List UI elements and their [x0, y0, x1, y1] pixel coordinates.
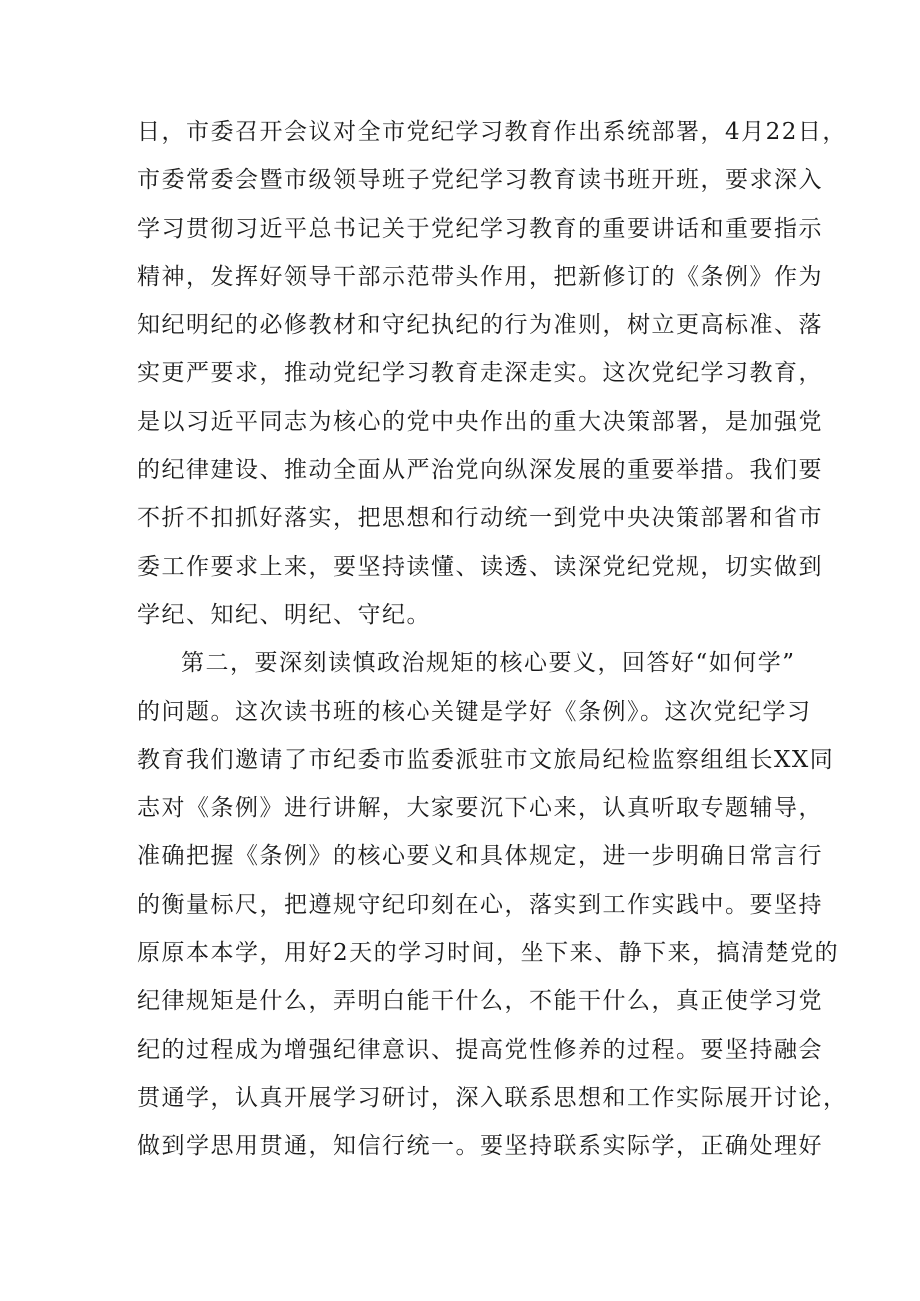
text-line: 精神，发挥好领导干部示范带头作用，把新修订的《条例》作为 [137, 263, 823, 290]
text-line: 是以习近平同志为核心的党中央作出的重大决策部署，是加强党 [137, 408, 823, 435]
text-line: 做到学思用贯通，知信行统一。要坚持联系实际学，正确处理好 [137, 1133, 823, 1160]
text-line: 贯通学，认真开展学习研讨，深入联系思想和工作实际展开讨论， [137, 1084, 848, 1111]
text-line: 第二，要深刻读慎政治规矩的核心要义，回答好“如何学” [181, 650, 796, 677]
text-line: 原原本本学，用好2天的学习时间，坐下来、静下来，搞清楚党的 [137, 940, 840, 967]
text-line: 实更严要求，推动党纪学习教育走深走实。这次党纪学习教育， [137, 360, 823, 387]
text-line: 的纪律建设、推动全面从严治党向纵深发展的重要举措。我们要 [137, 457, 823, 484]
text-line: 纪律规矩是什么，弄明白能干什么，不能干什么，真正使学习党 [137, 988, 823, 1015]
text-line: 日，市委召开会议对全市党纪学习教育作出系统部署，4月22日， [137, 119, 847, 145]
paragraph-2 [137, 639, 848, 1170]
text-line: 市委常委会暨市级领导班子党纪学习教育读书班开班，要求深入 [137, 167, 823, 194]
text-line: 教育我们邀请了市纪委市监委派驻市文旅局纪检监察组组长XX同 [137, 746, 835, 773]
text-line: 学纪、知纪、明纪、守纪。 [137, 601, 431, 628]
text-line: 知纪明纪的必修教材和守纪执纪的行为准则，树立更高标准、落 [137, 312, 823, 339]
text-line: 委工作要求上来，要坚持读懂、读透、读深党纪党规，切实做到 [137, 553, 823, 580]
text-line: 的问题。这次读书班的核心关键是学好《条例》。这次党纪学习 [137, 698, 812, 725]
text-line: 志对《条例》进行讲解，大家要沉下心来，认真听取专题辅导， [137, 795, 823, 822]
text-line: 的衡量标尺，把遵规守纪印刻在心，落实到工作实践中。要坚持 [137, 891, 823, 918]
paragraph-1 [137, 108, 847, 639]
text-line: 学习贯彻习近平总书记关于党纪学习教育的重要讲话和重要指示 [137, 215, 823, 242]
text-line: 纪的过程成为增强纪律意识、提高党性修养的过程。要坚持融会 [137, 1036, 823, 1063]
document-body [137, 108, 848, 1171]
text-line: 准确把握《条例》的核心要义和具体规定，进一步明确日常言行 [137, 843, 823, 870]
text-line: 不折不扣抓好落实，把思想和行动统一到党中央决策部署和省市 [137, 505, 823, 532]
